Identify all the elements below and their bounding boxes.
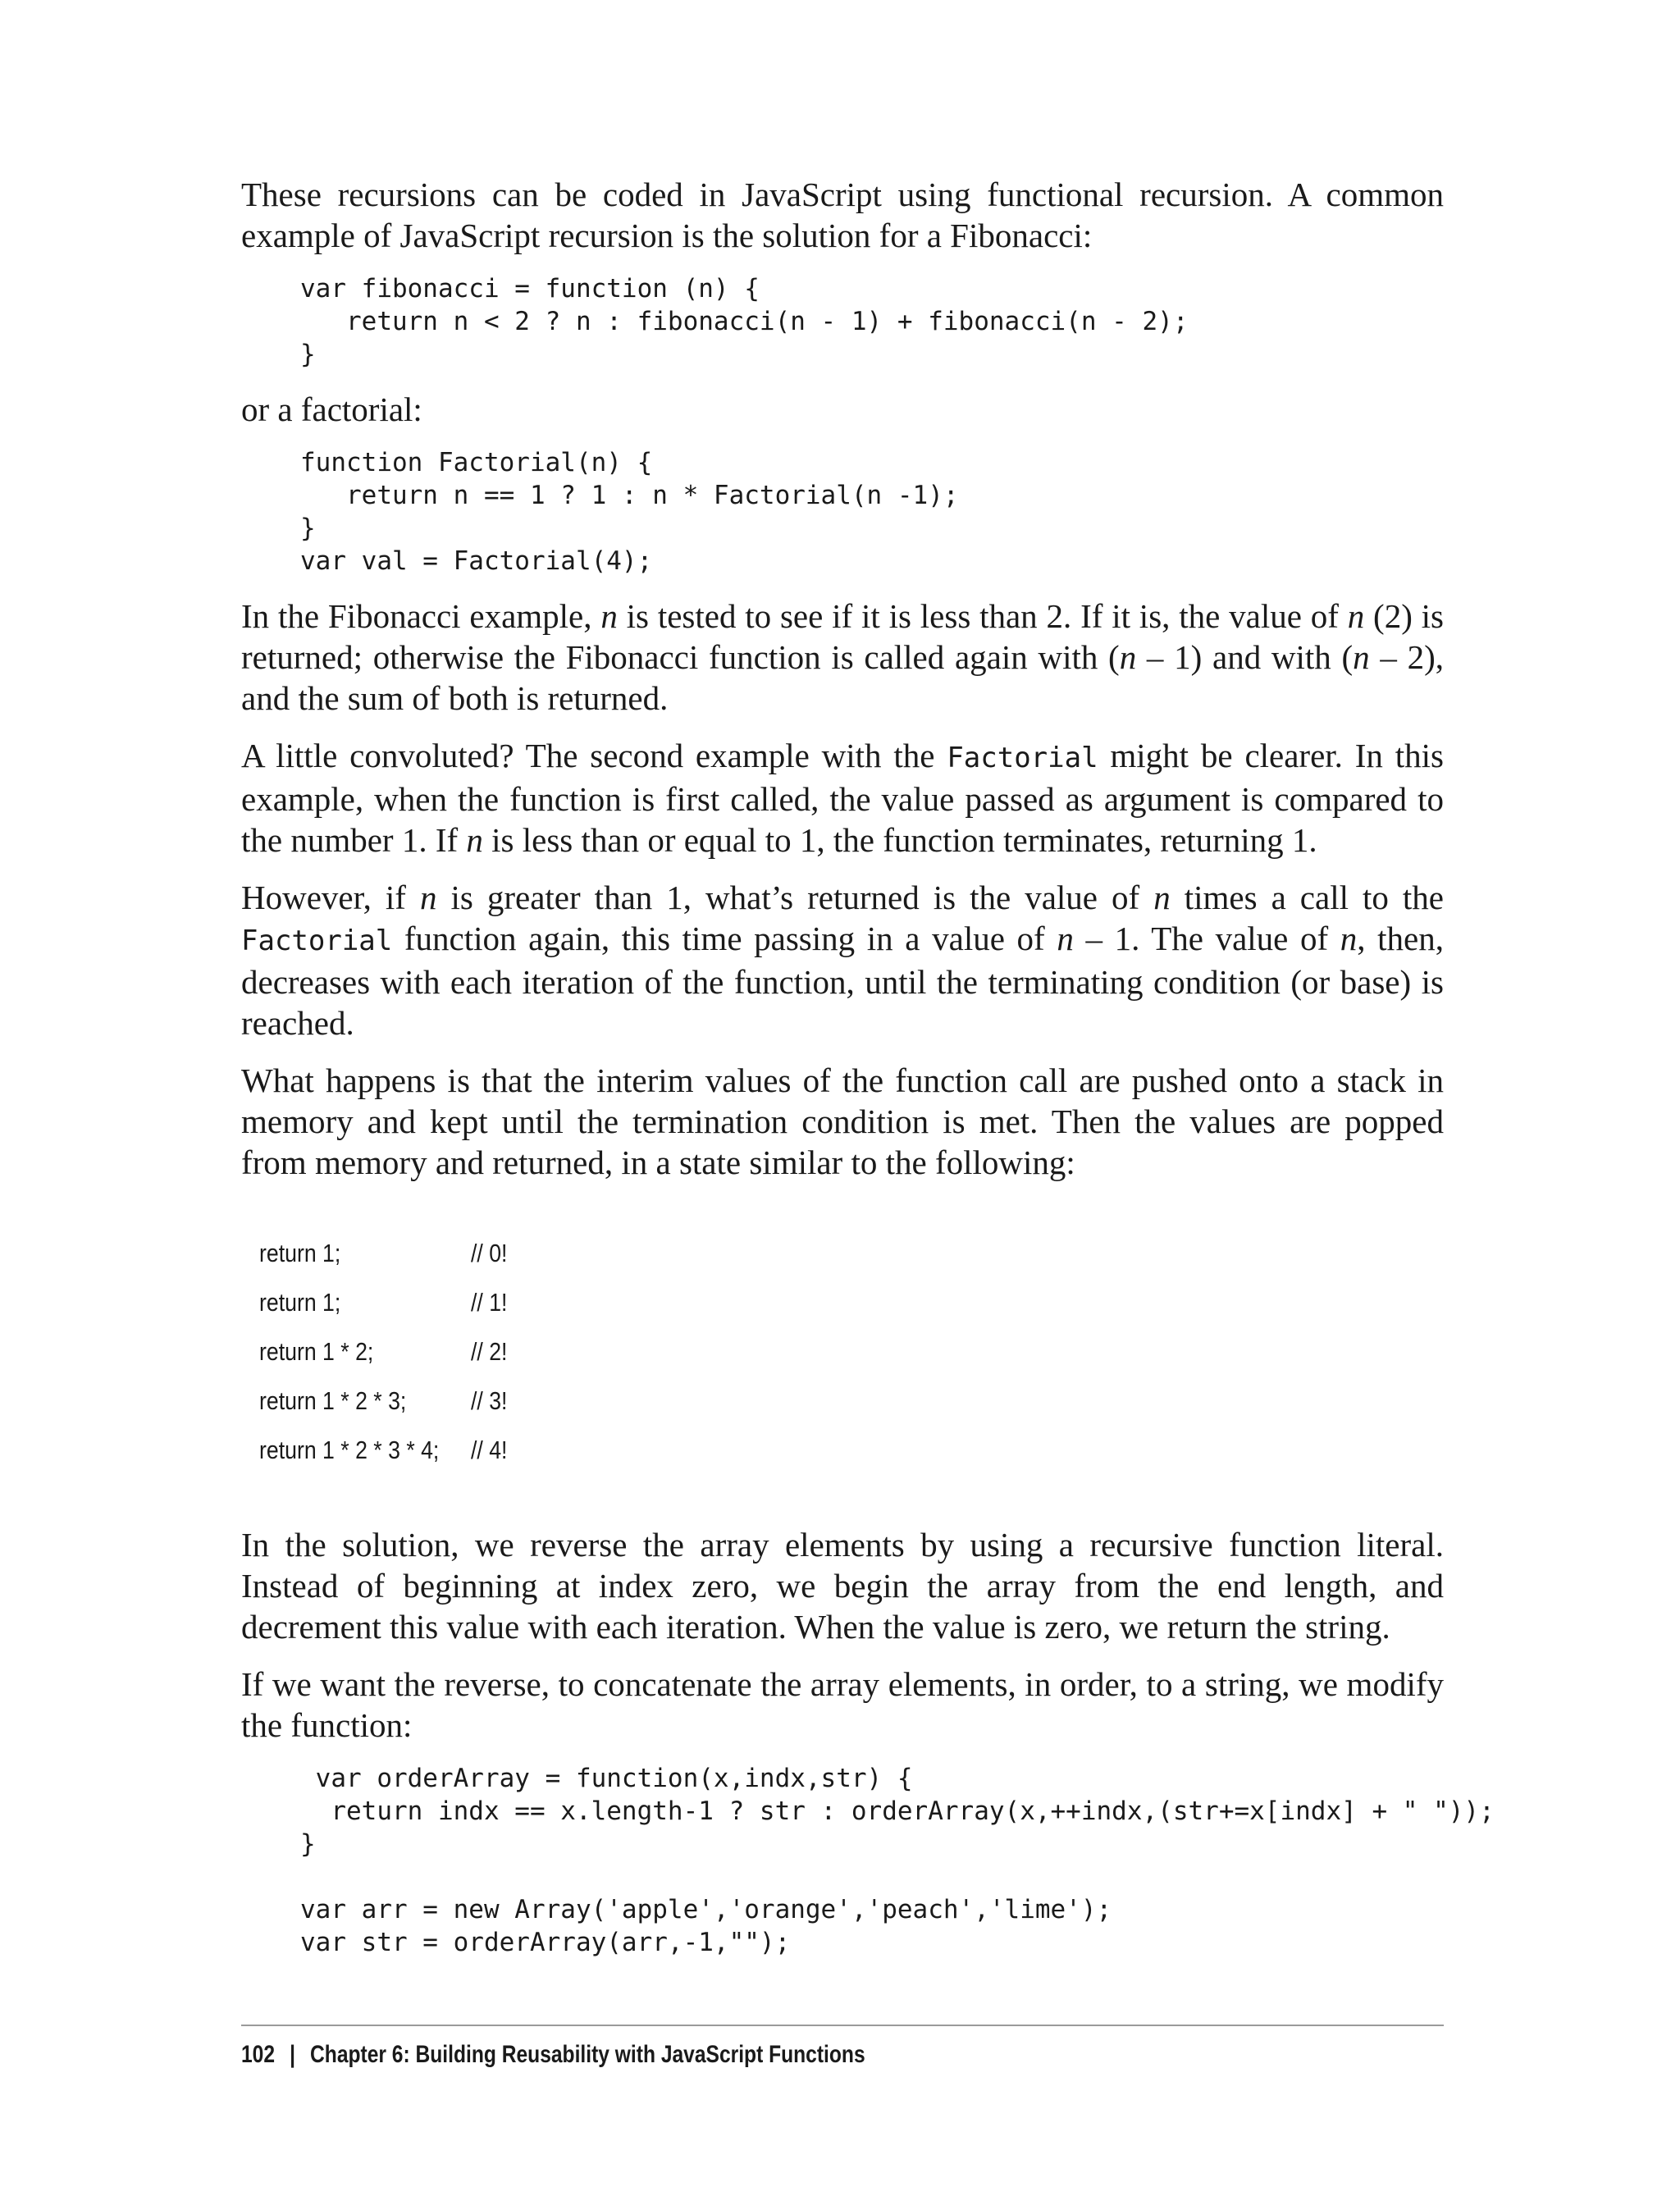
variable-n: n [600, 597, 618, 635]
recursion-stack-table [259, 1229, 612, 1475]
table-row [259, 1229, 612, 1278]
page-number: 102 [241, 2041, 276, 2068]
stack-expression: return 1 * 2 * 3 * 4; [259, 1436, 440, 1464]
paragraph-intro: These recursions can be coded in JavaScript using functional recursion. A common example of JavaScript recursion is the solution for a Fibonacci: [241, 176, 1444, 254]
paragraph-reverse: If we want the reverse, to concatenate the array elements, in order, to a string, we modify the function: [241, 1665, 1444, 1744]
stack-expression: return 1 * 2 * 3; [259, 1386, 407, 1415]
variable-n: n [466, 821, 483, 859]
chapter-title: Chapter 6: Building Reusability with JavaScript Functions [310, 2041, 865, 2068]
code-block-fibonacci: var fibonacci = function (n) { return n < 2 ? n : fibonacci(n - 1) + fibonacci(n - 2); } [300, 274, 1189, 369]
code-block-factorial: function Factorial(n) { return n == 1 ? 1 : n * Factorial(n -1); } var val = Factorial(4); [300, 448, 959, 576]
table-row [259, 1426, 612, 1475]
variable-n: n [1340, 920, 1358, 957]
stack-comment: // 2! [471, 1337, 508, 1366]
variable-n: n [419, 879, 437, 916]
paragraph-factorial-lead: or a factorial: [241, 390, 422, 428]
table-row [259, 1278, 612, 1327]
table-row [259, 1327, 612, 1376]
variable-n: n [1119, 638, 1137, 676]
code-block-order-array: var orderArray = function(x,indx,str) { return indx == x.length-1 ? str : orderArray(x,++indx,(str+=x[indx] + " ")); } var arr = new Array('apple','orange','peach','lime'); var str = orderArray(arr,-1,""); [300, 1764, 1495, 1957]
footer-separator: | [290, 2041, 295, 2068]
page-body [241, 174, 1495, 1959]
page-footer [241, 2041, 865, 2069]
variable-n: n [1353, 638, 1370, 676]
variable-n: n [1057, 920, 1074, 957]
stack-comment: // 4! [471, 1436, 508, 1464]
variable-n: n [1153, 879, 1171, 916]
footer-divider [241, 2025, 1444, 2026]
stack-expression: return 1 * 2; [259, 1337, 374, 1366]
stack-expression: return 1; [259, 1288, 341, 1317]
variable-n: n [1347, 597, 1365, 635]
inline-code-factorial: Factorial [241, 924, 393, 957]
table-row [259, 1376, 612, 1426]
paragraph-fibonacci-explanation: In the Fibonacci example, n is tested to see if it is less than 2. If it is, the value of n (2) is returned; otherwise the Fibonacci function is called again with (n – 1) and with (n – 2), and the sum of both is returned. [241, 597, 1445, 717]
stack-comment: // 1! [471, 1288, 508, 1317]
paragraph-stack-explanation: What happens is that the interim values of the function call are pushed onto a stack in memory and kept until the termination condition is met. Then the values are popped from memory and returned, in a state similar to the following: [241, 1061, 1444, 1181]
paragraph-factorial-explanation: A little convoluted? The second example with the Factorial might be clearer. In this example, when the function is first called, the value passed as argument is compared to the number 1. If n is less than or equal to 1, the function terminates, returning 1. [241, 737, 1444, 859]
stack-comment: // 0! [471, 1239, 508, 1267]
paragraph-solution: In the solution, we reverse the array elements by using a recursive function literal. Instead of beginning at index zero, we begin the array from the end length, and decrement this value with each iteration. When the value is zero, we return the string. [241, 1526, 1444, 1646]
stack-expression: return 1; [259, 1239, 341, 1267]
inline-code-factorial: Factorial [947, 742, 1098, 774]
paragraph-factorial-recursion: However, if n is greater than 1, what’s returned is the value of n times a call to the Factorial function again, this time passing in a value of n – 1. The value of n, then, decreases with each iteration of the function, until the terminating condition (or base) is reached. [241, 879, 1444, 1042]
stack-comment: // 3! [471, 1386, 508, 1415]
